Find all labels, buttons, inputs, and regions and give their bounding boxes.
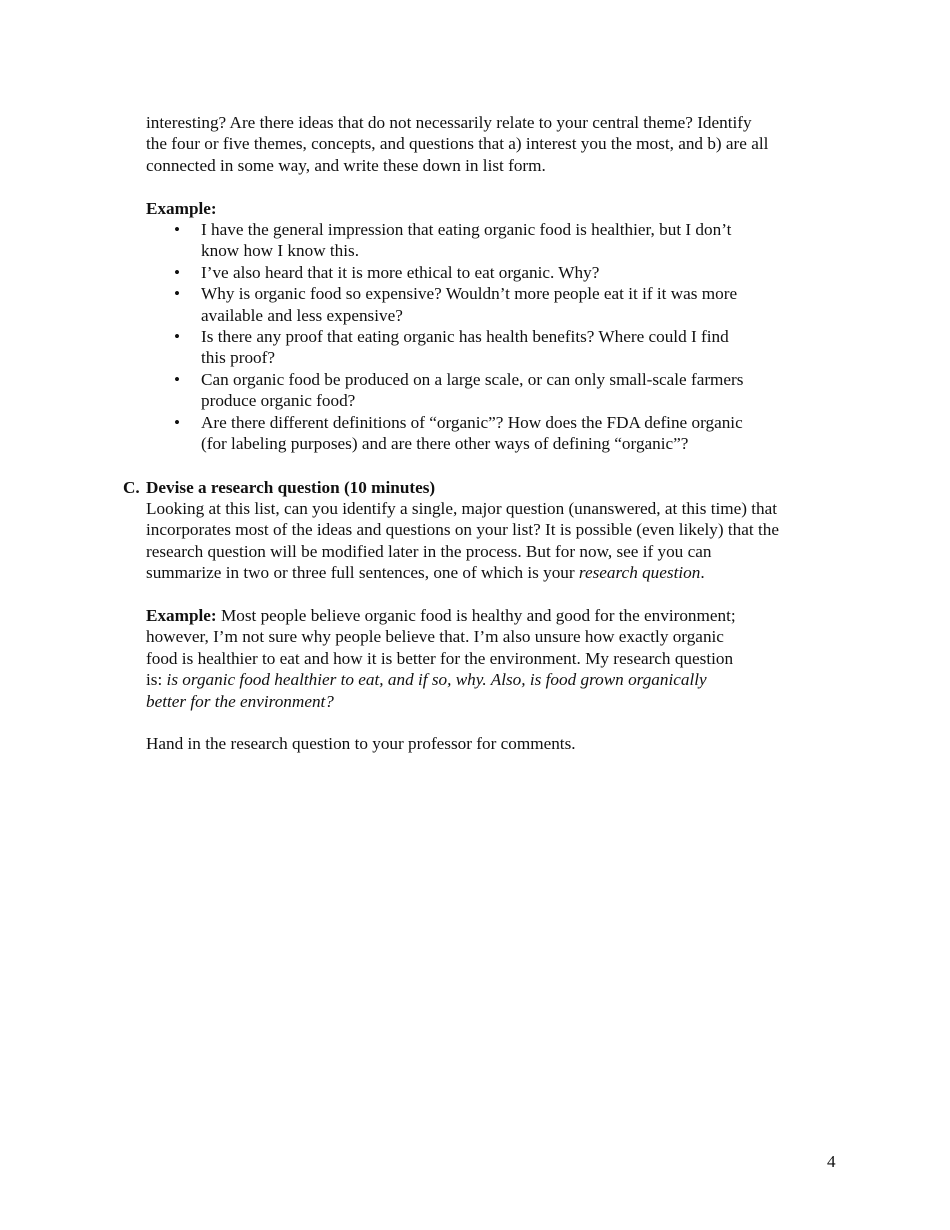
example-heading: Example: <box>146 199 217 218</box>
intro-line: connected in some way, and write these down in list form. <box>146 155 546 175</box>
handin-instruction: Hand in the research question to your professor for comments. <box>146 734 576 753</box>
paragraph-text: Most people believe organic food is healthy and good for the environment; <box>216 606 736 625</box>
example-bullet-list <box>146 219 806 454</box>
intro-paragraph <box>146 112 846 176</box>
list-item-text: I have the general impression that eating organic food is healthier, but I don’t <box>201 220 732 239</box>
list-item <box>146 369 806 412</box>
bullet-icon: • <box>174 262 181 282</box>
bullet-icon: • <box>174 327 181 347</box>
paragraph-line: however, I’m not sure why people believe that. I’m also unsure how exactly organic <box>146 627 724 647</box>
list-item-text: produce organic food? <box>201 391 356 411</box>
bullet-icon: • <box>174 284 181 304</box>
section-letter: C. <box>123 478 140 497</box>
research-question-text: is organic food healthier to eat, and if so, why. Also, is food grown organically <box>166 670 707 690</box>
emphasis-text: research question <box>578 563 701 583</box>
paragraph-text: is: <box>146 670 167 690</box>
example-paragraph <box>146 605 846 712</box>
paragraph-line <box>146 562 846 583</box>
list-item <box>146 219 806 262</box>
list-item-text: I’ve also heard that it is more ethical to eat organic. Why? <box>201 262 600 282</box>
list-item <box>146 262 806 283</box>
page-number: 4 <box>827 1152 836 1171</box>
paragraph-line <box>146 605 846 626</box>
paragraph-text: summarize in two or three full sentences, one of which is your <box>146 563 579 583</box>
section-title: Devise a research question (10 minutes) <box>146 478 436 497</box>
bullet-icon: • <box>174 412 181 432</box>
paragraph-line: research question will be modified later in the process. But for now, see if you can <box>146 541 712 561</box>
paragraph-line: food is healthier to eat and how it is better for the environment. My research question <box>146 648 734 668</box>
research-question-text: better for the environment? <box>146 691 334 711</box>
list-item-text: available and less expensive? <box>201 305 403 325</box>
bullet-icon: • <box>174 369 181 389</box>
example-label: Example: <box>146 606 217 625</box>
list-item-text: Is there any proof that eating organic has health benefits? Where could I find <box>201 327 729 347</box>
paragraph-line: Looking at this list, can you identify a single, major question (unanswered, at this time) that <box>146 499 778 518</box>
section-c-heading <box>123 477 435 498</box>
section-c-paragraph <box>146 498 846 584</box>
list-item-text: Can organic food be produced on a large scale, or can only small-scale farmers <box>201 369 744 389</box>
intro-line: interesting? Are there ideas that do not necessarily relate to your central theme? Identify <box>146 113 752 132</box>
list-item-text: Are there different definitions of “organic”? How does the FDA define organic <box>201 412 743 432</box>
paragraph-line <box>146 669 846 690</box>
list-item-text: know how I know this. <box>201 241 360 261</box>
list-item <box>146 412 806 455</box>
bullet-icon: • <box>174 220 181 239</box>
list-item-text: (for labeling purposes) and are there other ways of defining “organic”? <box>201 434 689 454</box>
list-item-text: this proof? <box>201 348 275 368</box>
paragraph-line: incorporates most of the ideas and questions on your list? It is possible (even likely) that the <box>146 520 779 540</box>
list-item-text: Why is organic food so expensive? Wouldn’t more people eat it if it was more <box>201 284 738 304</box>
list-item <box>146 326 806 369</box>
paragraph-text: . <box>700 563 705 583</box>
intro-line: the four or five themes, concepts, and questions that a) interest you the most, and b) are all <box>146 134 769 154</box>
list-item <box>146 283 806 326</box>
